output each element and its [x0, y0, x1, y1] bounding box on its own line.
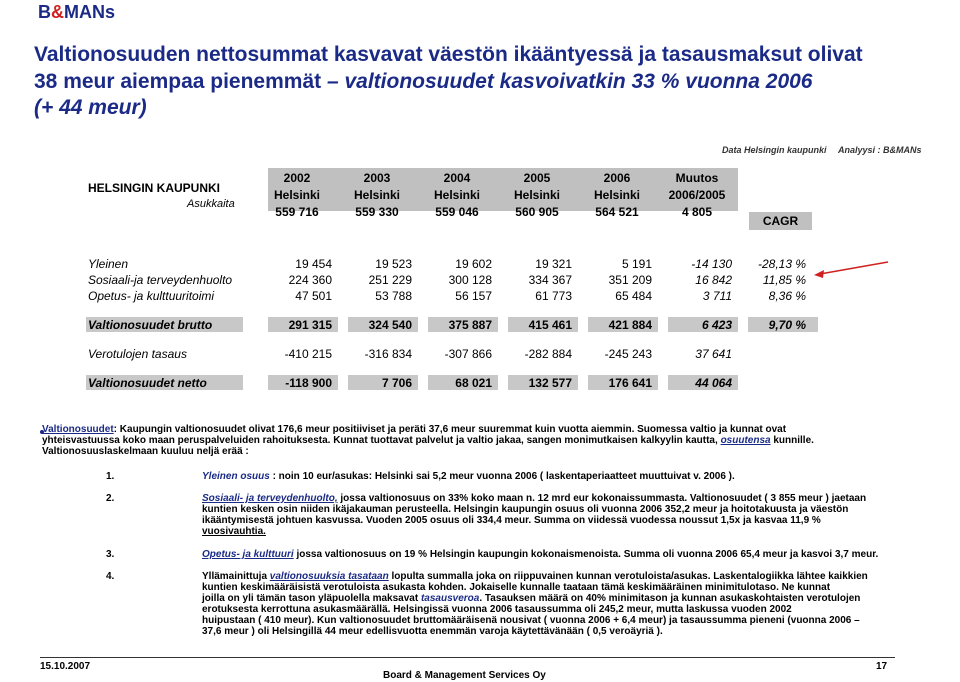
col-header-city: Helsinki	[593, 188, 641, 202]
table-cell: 47 501	[295, 289, 332, 303]
table-cell: 291 315	[288, 318, 332, 332]
item-3-number: 3.	[106, 549, 115, 560]
logo: B&MANs	[38, 2, 116, 22]
col-header-city: Helsinki	[353, 188, 401, 202]
col-header-pop: 560 905	[515, 205, 559, 219]
table-cell: 19 454	[295, 257, 332, 271]
col-header-pop: 564 521	[595, 205, 639, 219]
row-label: Yleinen	[88, 257, 129, 271]
table-cell: 421 884	[608, 318, 652, 332]
item-1-number: 1.	[106, 471, 115, 482]
table-cell: 176 641	[608, 376, 652, 390]
table-cell: 132 577	[528, 376, 572, 390]
col-header-year: 2004	[443, 171, 471, 185]
item-2-number: 2.	[106, 493, 115, 504]
table-cell: 351 209	[608, 273, 652, 287]
item-3-text: Opetus- ja kulttuuri jossa valtionosuus on 19 % Helsingin kaupungin kokonaismenoista. Summa oli vuonna 2006 65,4 meur ja kasvoi 3,7 meur.	[202, 549, 879, 560]
col-header-year: 2003	[363, 171, 391, 185]
item-2-line-4: vuosivauhtia.	[202, 526, 266, 537]
table-cell: 375 887	[448, 318, 492, 332]
analysis-note: Analyysi : B&MANs	[838, 145, 922, 155]
table-header-sub: Asukkaita	[187, 198, 235, 210]
table-cell: 44 064	[695, 376, 732, 390]
col-header-year: 2005	[523, 171, 551, 185]
table-cell: 53 788	[375, 289, 412, 303]
title-line-3: (+ 44 meur)	[34, 96, 147, 119]
intro-line-3: Valtionosuuslaskelmaan kuuluu neljä erää :	[42, 446, 249, 457]
col-header-pop: 559 716	[275, 205, 319, 219]
col-header-city: Helsinki	[433, 188, 481, 202]
table-cell: 56 157	[455, 289, 492, 303]
item-2-line-3: ikääntymisestä johtuen kasvussa. Vuoden 2005 osuus oli 334,4 meur. Summa on viidessä vuodessa noussut 1,5x ja kasvaa 11,9 %	[202, 515, 821, 526]
title-line-1: Valtionosuuden nettosummat kasvavat väestön ikääntyessä ja tasausmaksut olivat	[34, 43, 863, 66]
cagr-header: CAGR	[749, 212, 812, 230]
table-cell: 65 484	[615, 289, 652, 303]
item-2-line-1: Sosiaali- ja terveydenhuolto, jossa valtionosuus on 33% koko maan n. 12 mrd eur kokonaissummasta. Valtionosuudet ( 3 855 meur ) jaetaan	[202, 493, 867, 504]
table-cell: -307 866	[444, 347, 492, 361]
table-cell: 19 602	[455, 257, 492, 271]
table-cell: 251 229	[368, 273, 412, 287]
table-cell: 324 540	[368, 318, 412, 332]
table-cell: -410 215	[284, 347, 332, 361]
item-1-text: Yleinen osuus : noin 10 eur/asukas: Helsinki sai 5,2 meur vuonna 2006 ( laskentaperiaatteet muuttuivat v. 2006 ).	[202, 471, 735, 482]
table-cell: 3 711	[702, 289, 732, 303]
col-header-year: 2006	[603, 171, 631, 185]
table-cell: 37 641	[695, 347, 732, 361]
table-cell: 7 706	[381, 376, 412, 390]
footer-company: Board & Management Services Oy	[383, 670, 546, 681]
table-cell: 415 461	[528, 318, 572, 332]
table-cell: 61 773	[535, 289, 572, 303]
table-cell: 68 021	[455, 376, 492, 390]
item-4-line-1: Yllämainittuja valtionosuuksia tasataan lopulta summalla joka on riippuvainen kunnan verotuloista/asukas. Laskentalogiikka lähtee kaikkien	[202, 571, 868, 582]
col-header-city: Helsinki	[513, 188, 561, 202]
item-4-line-4: erotuksesta kerrottuna asukasmäärällä. Helsingissä vuonna 2006 tasaussumma oli 245,2 meur, mutta laskussa vuoden 2002	[202, 604, 792, 615]
col-header-year: Muutos	[675, 171, 719, 185]
table-cell: -282 884	[524, 347, 572, 361]
table-cell: -245 243	[604, 347, 652, 361]
table-cell: 19 523	[375, 257, 412, 271]
data-source-note: Data Helsingin kaupunki	[722, 145, 827, 155]
table-cell: -14 130	[691, 257, 732, 271]
title-line-2: 38 meur aiempaa pienemmät – valtionosuudet kasvoivatkin 33 % vuonna 2006	[34, 70, 813, 93]
table-header-label: HELSINGIN KAUPUNKI	[88, 181, 221, 195]
row-label: Sosiaali-ja terveydenhuolto	[88, 273, 233, 287]
table-cell: 6 423	[701, 318, 732, 332]
col-header-year: 2002	[283, 171, 311, 185]
table-cell: 5 191	[621, 257, 652, 271]
col-header-pop: 559 330	[355, 205, 399, 219]
col-header-city: 2006/2005	[668, 188, 726, 202]
item-4-line-6: 37,6 meur ) oli Helsingillä 44 meur edellisvuotta enemmän varoja käytettävänään ( 0,5 veroäyriä ).	[202, 626, 663, 637]
col-header-pop: 4 805	[681, 205, 713, 219]
row-label: Valtionosuudet brutto	[88, 318, 213, 332]
cagr-cell: 8,36 %	[768, 289, 806, 303]
cagr-cell: -28,13 %	[757, 257, 806, 271]
table-cell: 334 367	[528, 273, 572, 287]
col-header-pop: 559 046	[435, 205, 479, 219]
footer-divider	[40, 657, 895, 658]
table-cell: -118 900	[285, 376, 332, 390]
item-2-line-2: kuntien kesken osin niiden ikäjakauman perusteella. Helsingin kaupungin osuus oli vuonna 2006 352,2 meur ja hoitotakuusta ja väestön	[202, 504, 849, 515]
arrow-icon	[812, 258, 892, 280]
item-4-line-2: kuntien keskimääräisistä verotuloista asukasta kohden. Jokaiselle kunnalle taataan tämä keskimääräinen minimitulotaso. Ne kunnat	[202, 582, 831, 593]
table-cell: 300 128	[448, 273, 492, 287]
item-4-number: 4.	[106, 571, 115, 582]
intro-line-1: Valtionosuudet: Kaupungin valtionosuudet olivat 176,6 meur positiiviset ja peräti 37,6 meur suuremmat kuin vuotta aiemmin. Suomessa valtio ja kunnat ovat	[42, 424, 787, 435]
table-cell: 224 360	[288, 273, 332, 287]
cagr-cell: 11,85 %	[762, 273, 806, 287]
table-cell: -316 834	[364, 347, 412, 361]
row-label: Valtionosuudet netto	[88, 376, 207, 390]
item-4-line-5: huipustaan ( 410 meur). Kun valtionosuudet bruttomääräisenä nousivat ( vuonna 2006 + 6,4 meur) ja tasaussumma pieneni (vuonna 2006 –	[202, 615, 860, 626]
page-number: 17	[876, 661, 888, 672]
footer-date: 15.10.2007	[40, 661, 91, 672]
item-4-line-3: joilla on yli tämän tason yläpuolella maksavat tasausveroa. Tasauksen määrä on 40% minimitason ja kunnan asukaskohtaisten verotulojen	[202, 593, 861, 604]
table-cell: 19 321	[535, 257, 572, 271]
cagr-cell: 9,70 %	[768, 318, 806, 332]
row-label: Verotulojen tasaus	[88, 347, 187, 361]
table-cell: 16 842	[695, 273, 732, 287]
col-header-city: Helsinki	[273, 188, 321, 202]
title-highlight: – valtionosuudet kasvoivatkin 33 % vuonna 2006	[326, 70, 813, 93]
intro-line-2: yhteisvastuussa koko maan peruspalveluiden rahoituksesta. Kunnat tuottavat palvelut ja valtio jakaa, sangen monimutkaisen kalkyylin kautta, osuutensa kunnille.	[42, 435, 814, 446]
row-label: Opetus- ja kulttuuritoimi	[88, 289, 215, 303]
